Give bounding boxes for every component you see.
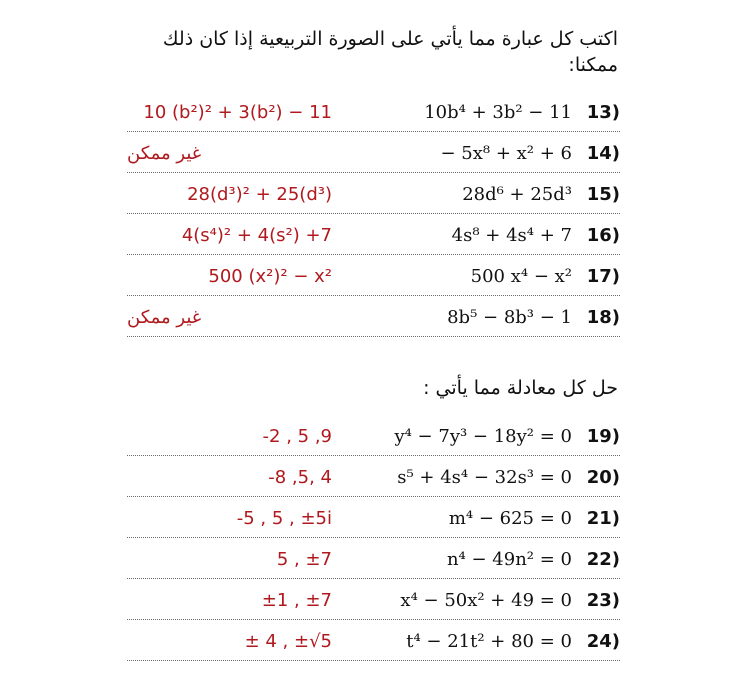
answer: -2 , 5 ,9	[262, 426, 332, 447]
section1-instruction: اكتب كل عبارة مما يأتي على الصورة التربيعية إذا كان ذلك ممكنا:	[162, 28, 618, 76]
section2-instruction: حل كل معادلة مما يأتي :	[423, 377, 618, 399]
problem-expression: t⁴ − 21t² + 80 = 0	[406, 631, 572, 652]
problem-expression: 10b⁴ + 3b² − 11	[424, 102, 572, 123]
problem-number: 20)	[586, 467, 620, 488]
problem-number: 15)	[586, 184, 620, 205]
answer: غير ممكن	[127, 143, 202, 164]
problem-row-16	[127, 215, 620, 255]
problem-number: 19)	[586, 426, 620, 447]
problem-expression: 500 x⁴ − x²	[470, 266, 572, 287]
problem-number: 22)	[586, 549, 620, 570]
problem-row-20	[127, 457, 620, 497]
problem-expression: 28d⁶ + 25d³	[462, 184, 572, 205]
answer: -8 ,5, 4	[268, 467, 332, 488]
problem-number: 14)	[586, 143, 620, 164]
problem-row-24	[127, 621, 620, 661]
problem-expression: m⁴ − 625 = 0	[448, 508, 572, 529]
problem-row-18	[127, 297, 620, 337]
problem-row-21	[127, 498, 620, 538]
problem-expression: n⁴ − 49n² = 0	[446, 549, 572, 570]
answer: غير ممكن	[127, 307, 202, 328]
answer: 10 (b²)² + 3(b²) − 11	[143, 102, 332, 123]
problem-number: 23)	[586, 590, 620, 611]
answer: 5 , ±7	[276, 549, 332, 570]
problem-row-22	[127, 539, 620, 579]
problem-row-23	[127, 580, 620, 620]
problem-expression: s⁵ + 4s⁴ − 32s³ = 0	[397, 467, 572, 488]
problem-expression: − 5x⁸ + x² + 6	[440, 143, 572, 164]
problem-expression: 4s⁸ + 4s⁴ + 7	[451, 225, 572, 246]
problem-expression: y⁴ − 7y³ − 18y² = 0	[394, 426, 572, 447]
answer: ± 4 , ±√5	[244, 631, 332, 652]
answer: 28(d³)² + 25(d³)	[187, 184, 332, 205]
answer: ±1 , ±7	[261, 590, 332, 611]
problem-number: 17)	[586, 266, 620, 287]
problem-row-15	[127, 174, 620, 214]
answer: -5 , 5 , ±5i	[236, 508, 332, 529]
problem-expression: 8b⁵ − 8b³ − 1	[447, 307, 572, 328]
problem-number: 13)	[586, 102, 620, 123]
problem-row-19	[127, 416, 620, 456]
problem-number: 21)	[586, 508, 620, 529]
problem-number: 24)	[586, 631, 620, 652]
problem-row-14	[127, 133, 620, 173]
problem-number: 18)	[586, 307, 620, 328]
problem-row-17	[127, 256, 620, 296]
problem-row-13	[127, 92, 620, 132]
answer: 4(s⁴)² + 4(s²) +7	[181, 225, 332, 246]
answer: 500 (x²)² − x²	[208, 266, 332, 287]
problem-expression: x⁴ − 50x² + 49 = 0	[400, 590, 572, 611]
problem-number: 16)	[586, 225, 620, 246]
